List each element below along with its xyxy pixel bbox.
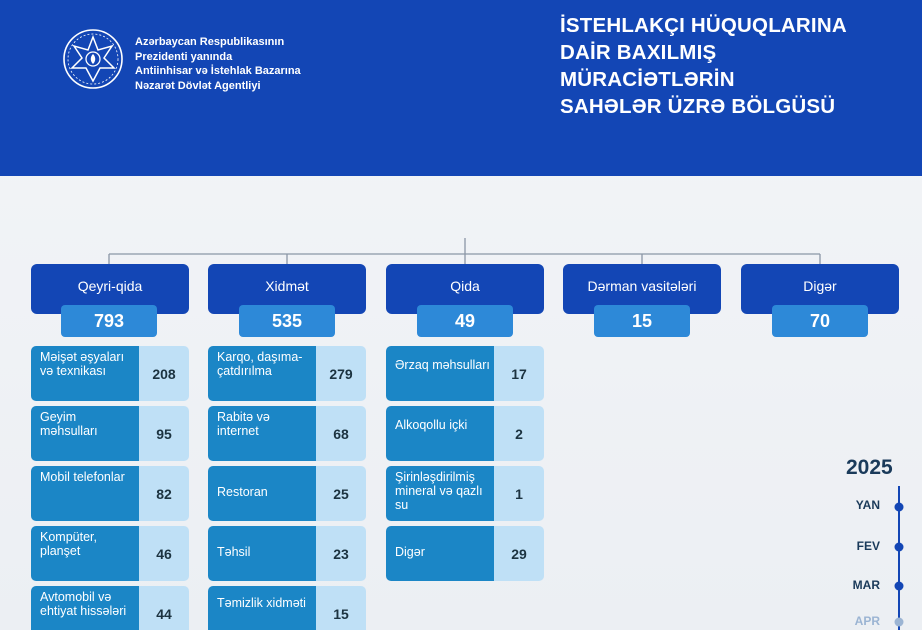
category-total: 49: [417, 305, 513, 337]
category-total: 15: [594, 305, 690, 337]
agency-line: Antiinhisar və İstehlak Bazarına: [135, 65, 301, 77]
category-header-xidmet: Xidmət: [208, 264, 366, 314]
item-label: Təhsil: [208, 526, 316, 581]
item-label: Mobil telefonlar: [31, 466, 139, 521]
title-line: DAİR BAXILMIŞ: [560, 41, 717, 64]
category-header-qeyri-qida: Qeyri-qida: [31, 264, 189, 314]
item-label: Kompüter, planşet: [31, 526, 139, 581]
title-line: İSTEHLAKÇI HÜQUQLARINA: [560, 14, 847, 37]
category-total: 535: [239, 305, 335, 337]
item-label: Digər: [386, 526, 494, 581]
category-total: 70: [772, 305, 868, 337]
item-value: 2: [494, 406, 544, 461]
item-label: Geyim məhsulları: [31, 406, 139, 461]
item-row: [208, 526, 366, 581]
title-line: MÜRACİƏTLƏRİN: [560, 68, 735, 91]
item-value: 279: [316, 346, 366, 401]
item-value: 25: [316, 466, 366, 521]
timeline-month: MAR: [852, 578, 880, 592]
item-value: 44: [139, 586, 189, 630]
item-label: Şirinləşdirilmiş mineral və qazlı su: [386, 466, 494, 521]
item-value: 208: [139, 346, 189, 401]
title-line: SAHƏLƏR ÜZRƏ BÖLGÜSÜ: [560, 95, 836, 118]
item-label: Avtomobil və ehtiyat hissələri: [31, 586, 139, 630]
tree-connector: [0, 0, 922, 300]
item-label: Təmizlik xidməti: [208, 586, 316, 630]
category-total: 793: [61, 305, 157, 337]
item-row: [386, 466, 544, 521]
item-row: [386, 346, 544, 401]
item-row: [31, 346, 189, 401]
item-value: 17: [494, 346, 544, 401]
item-label: Karqo, daşıma-çatdırılma: [208, 346, 316, 401]
agency-line: Nəzarət Dövlət Agentliyi: [135, 79, 261, 92]
item-row: [208, 586, 366, 630]
item-row: [208, 406, 366, 461]
item-label: Ərzaq məhsulları: [386, 346, 494, 401]
agency-line: Prezidenti yanında: [135, 50, 233, 63]
timeline-month: FEV: [856, 539, 880, 553]
category-header-qida: Qida: [386, 264, 544, 314]
item-row: [31, 406, 189, 461]
agency-line: Azərbaycan Respublikasının: [135, 36, 285, 48]
category-header-derman-vasiteleri: Dərman vasitələri: [563, 264, 721, 314]
timeline-month: YAN: [855, 498, 880, 512]
item-value: 82: [139, 466, 189, 521]
item-value: 68: [316, 406, 366, 461]
item-row: [208, 346, 366, 401]
item-value: 95: [139, 406, 189, 461]
item-value: 46: [139, 526, 189, 581]
item-label: Restoran: [208, 466, 316, 521]
item-row: [386, 406, 544, 461]
item-value: 1: [494, 466, 544, 521]
category-header-diger: Digər: [741, 264, 899, 314]
item-row: [31, 586, 189, 630]
item-row: [386, 526, 544, 581]
item-value: 29: [494, 526, 544, 581]
item-row: [31, 526, 189, 581]
item-label: Alkoqollu içki: [386, 406, 494, 461]
item-label: Məişət əşyaları və texnikası: [31, 346, 139, 401]
timeline-year: 2025: [846, 456, 893, 479]
item-value: 23: [316, 526, 366, 581]
item-value: 15: [316, 586, 366, 630]
item-row: [31, 466, 189, 521]
item-label: Rabitə və internet: [208, 406, 316, 461]
timeline-month: APR: [854, 614, 880, 628]
item-row: [208, 466, 366, 521]
